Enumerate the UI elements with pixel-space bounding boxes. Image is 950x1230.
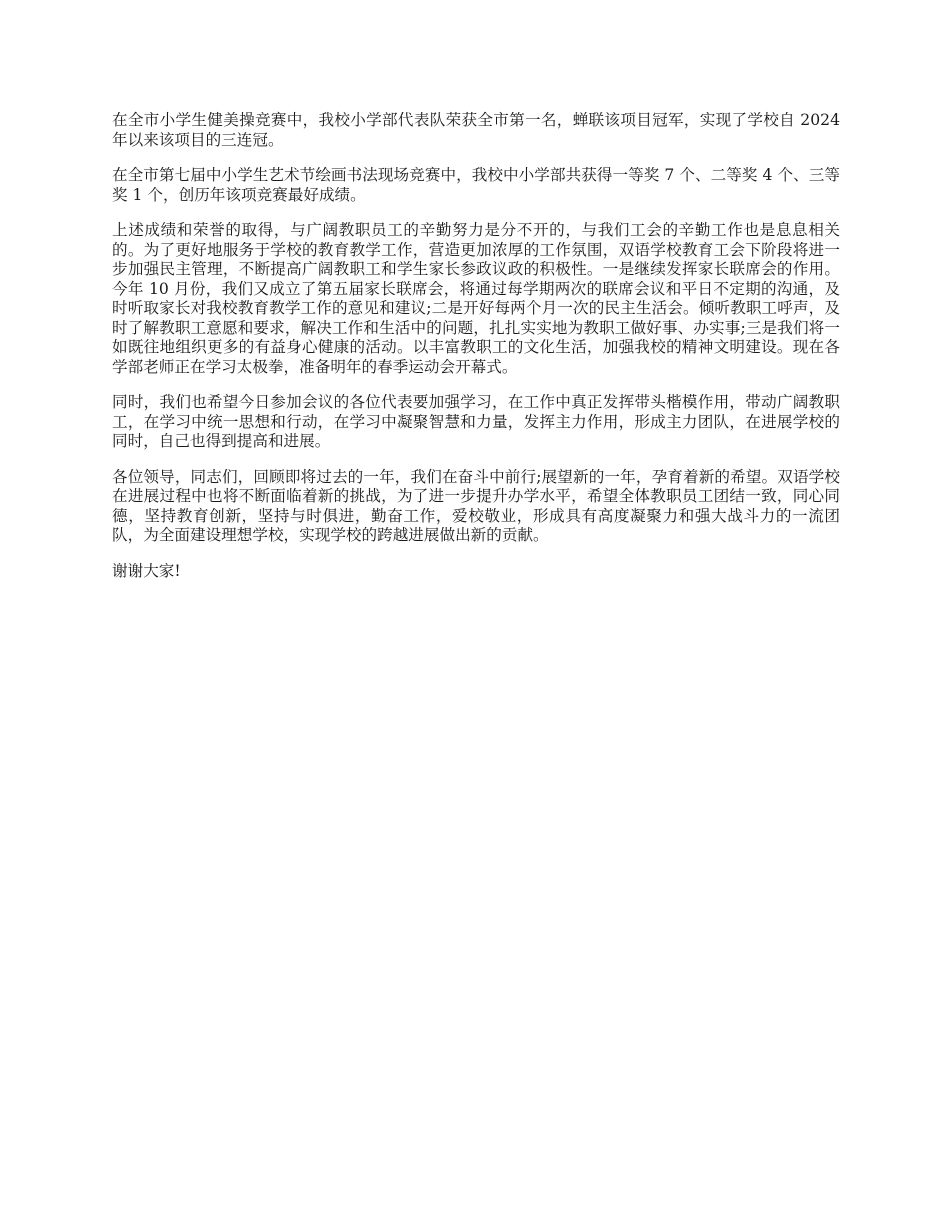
paragraph-closing: 谢谢大家! [112,561,181,580]
paragraph-art-award: 在全市第七届中小学生艺术节绘画书法现场竞赛中，我校中小学部共获得一等奖 7 个、二等奖 4 个、三等奖 1 个，创历年该项竞赛最好成绩。 [112,166,840,204]
paragraph-union-work: 上述成绩和荣誉的取得，与广阔教职员工的辛勤努力是分不开的，与我们工会的辛勤工作也是息息相关的。为了更好地服务于学校的教育教学工作，营造更加浓厚的工作氛围，双语学校教育工会下阶段将进一步加强民主管理，不断提高广阔教职工和学生家长参政议政的积极性。一是继续发挥家长联席会的作用。今年 10 月份，我们又成立了第五届家长联席会，将通过每学期两次的联席会议和平日不定期的沟通，及时听取家长对我校教育教学工作的意见和建议;二是开好每两个月一次的民主生活会。倾听教职工呼声，及时了解教职工意愿和要求，解决工作和生活中的问题，扎扎实实地为教职工做好事、办实事;三是我们将一如既往地组织更多的有益身心健康的活动。以丰富教职工的文化生活，加强我校的精神文明建设。现在各学部老师正在学习太极拳，准备明年的春季运动会开幕式。 [112,221,840,376]
paragraph-outlook: 各位领导，同志们，回顾即将过去的一年，我们在奋斗中前行;展望新的一年，孕育着新的希望。双语学校在进展过程中也将不断面临着新的挑战，为了进一步提升办学水平，希望全体教职员工团结一致，同心同德，坚持教育创新，坚持与时俱进，勤奋工作，爱校敬业，形成具有高度凝聚力和强大战斗力的一流团队，为全面建设理想学校，实现学校的跨越进展做出新的贡献。 [112,467,840,544]
document-body [112,111,840,597]
paragraph-representatives: 同时，我们也希望今日参加会议的各位代表要加强学习，在工作中真正发挥带头楷模作用，带动广阔教职工，在学习中统一思想和行动，在学习中凝聚智慧和力量，发挥主力作用，形成主力团队，在进展学校的同时，自己也得到提高和进展。 [112,393,840,450]
paragraph-sports-award: 在全市小学生健美操竞赛中，我校小学部代表队荣获全市第一名，蝉联该项目冠军，实现了学校自 2024 年以来该项目的三连冠。 [112,111,840,149]
